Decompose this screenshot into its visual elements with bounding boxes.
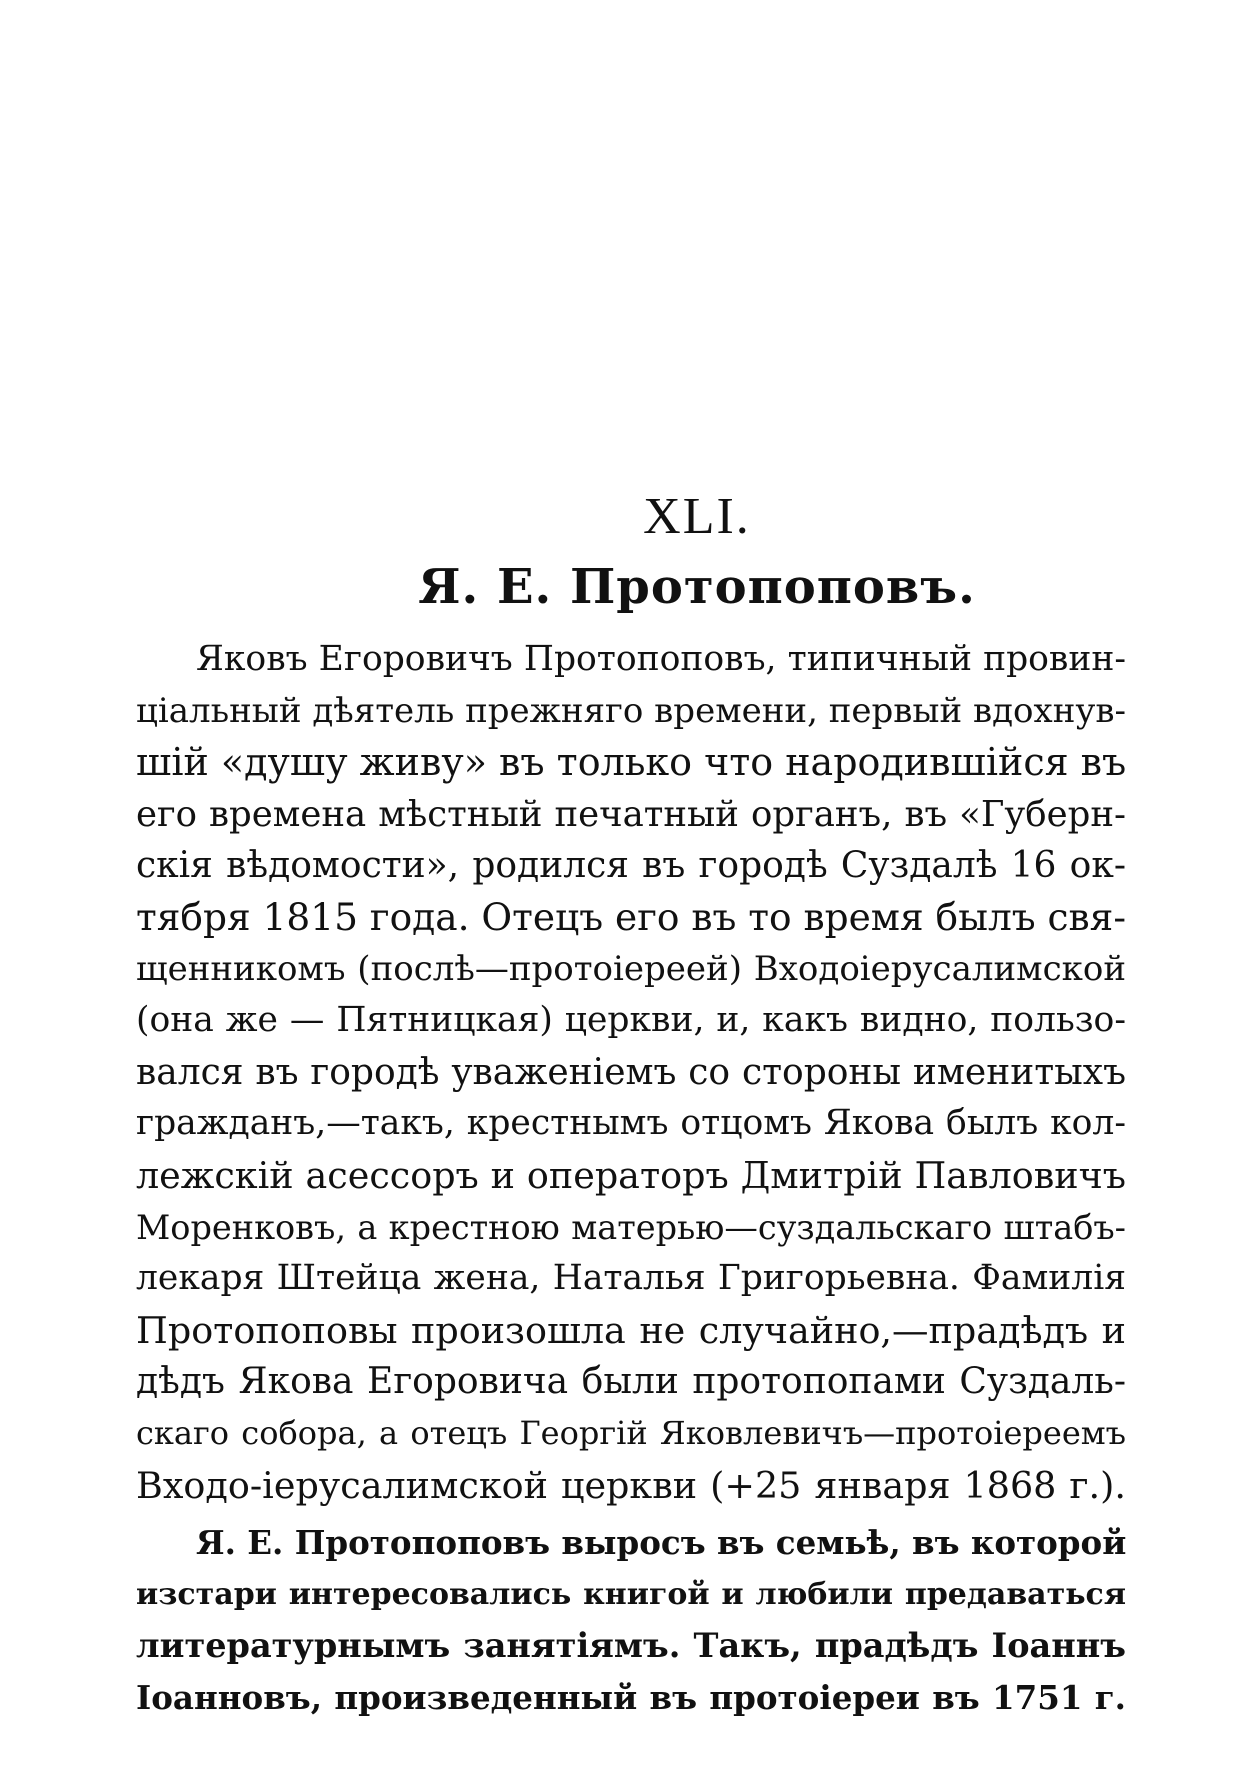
text-line: вался въ городѣ уваженіемъ со стороны именитыхъ: [136, 1051, 1126, 1093]
text-line: щенникомъ (послѣ—протоіереей) Входоіерусалимской: [136, 948, 1126, 989]
text-line: Іоанновъ, произведенный въ протоіереи въ 1751 г.: [136, 1677, 1126, 1717]
text-line: его времена мѣстный печатный органъ, въ «Губерн-: [136, 793, 1126, 835]
text-line: лежскій асессоръ и операторъ Дмитрій Павловичъ: [136, 1153, 1126, 1197]
text-line: Протопоповы произошла не случайно,—прадѣдъ и: [136, 1308, 1126, 1352]
text-line: скія вѣдомости», родился въ городѣ Суздалѣ 16 ок-: [136, 845, 1126, 887]
text-line: шій «душу живу» въ только что народившiйся въ: [136, 740, 1126, 785]
text-line: литературнымъ занятіямъ. Такъ, прадѣдъ Іоаннъ: [136, 1626, 1126, 1666]
text-line: скаго собора, а отецъ Георгій Яковлевичъ—протоіереемъ: [136, 1413, 1126, 1452]
chapter-title: Я. Е. Протопоповъ.: [418, 559, 976, 615]
text-line: лекаря Штейца жена, Наталья Григорьевна. Фамилія: [136, 1258, 1126, 1299]
body-text: [136, 634, 1126, 1723]
text-line: (она же — Пятницкая) церкви, и, какъ видно, пользо-: [136, 1000, 1126, 1041]
text-line: гражданъ,—такъ, крестнымъ отцомъ Якова былъ кол-: [136, 1103, 1126, 1144]
text-line: ціальный дѣятель прежняго времени, первый вдохнув-: [136, 690, 1126, 731]
text-line: тября 1815 года. Отецъ его въ то время былъ свя-: [136, 894, 1126, 939]
text-line: дѣдъ Якова Егоровича были протопопами Суздаль-: [136, 1361, 1126, 1403]
text-line: Входо-іерусалимской церкви (+25 января 1868 г.).: [136, 1463, 1126, 1507]
text-line: Моренковъ, а крестною матерью—суздальскаго штабъ-: [136, 1207, 1126, 1247]
chapter-number: XLI.: [643, 488, 751, 545]
text-line: Яковъ Егоровичъ Протопоповъ, типичный провин-: [196, 639, 1126, 679]
text-line: изстари интересовались книгой и любили предаваться: [136, 1576, 1126, 1612]
text-line: Я. Е. Протопоповъ выросъ въ семьѣ, въ которой: [196, 1523, 1126, 1563]
